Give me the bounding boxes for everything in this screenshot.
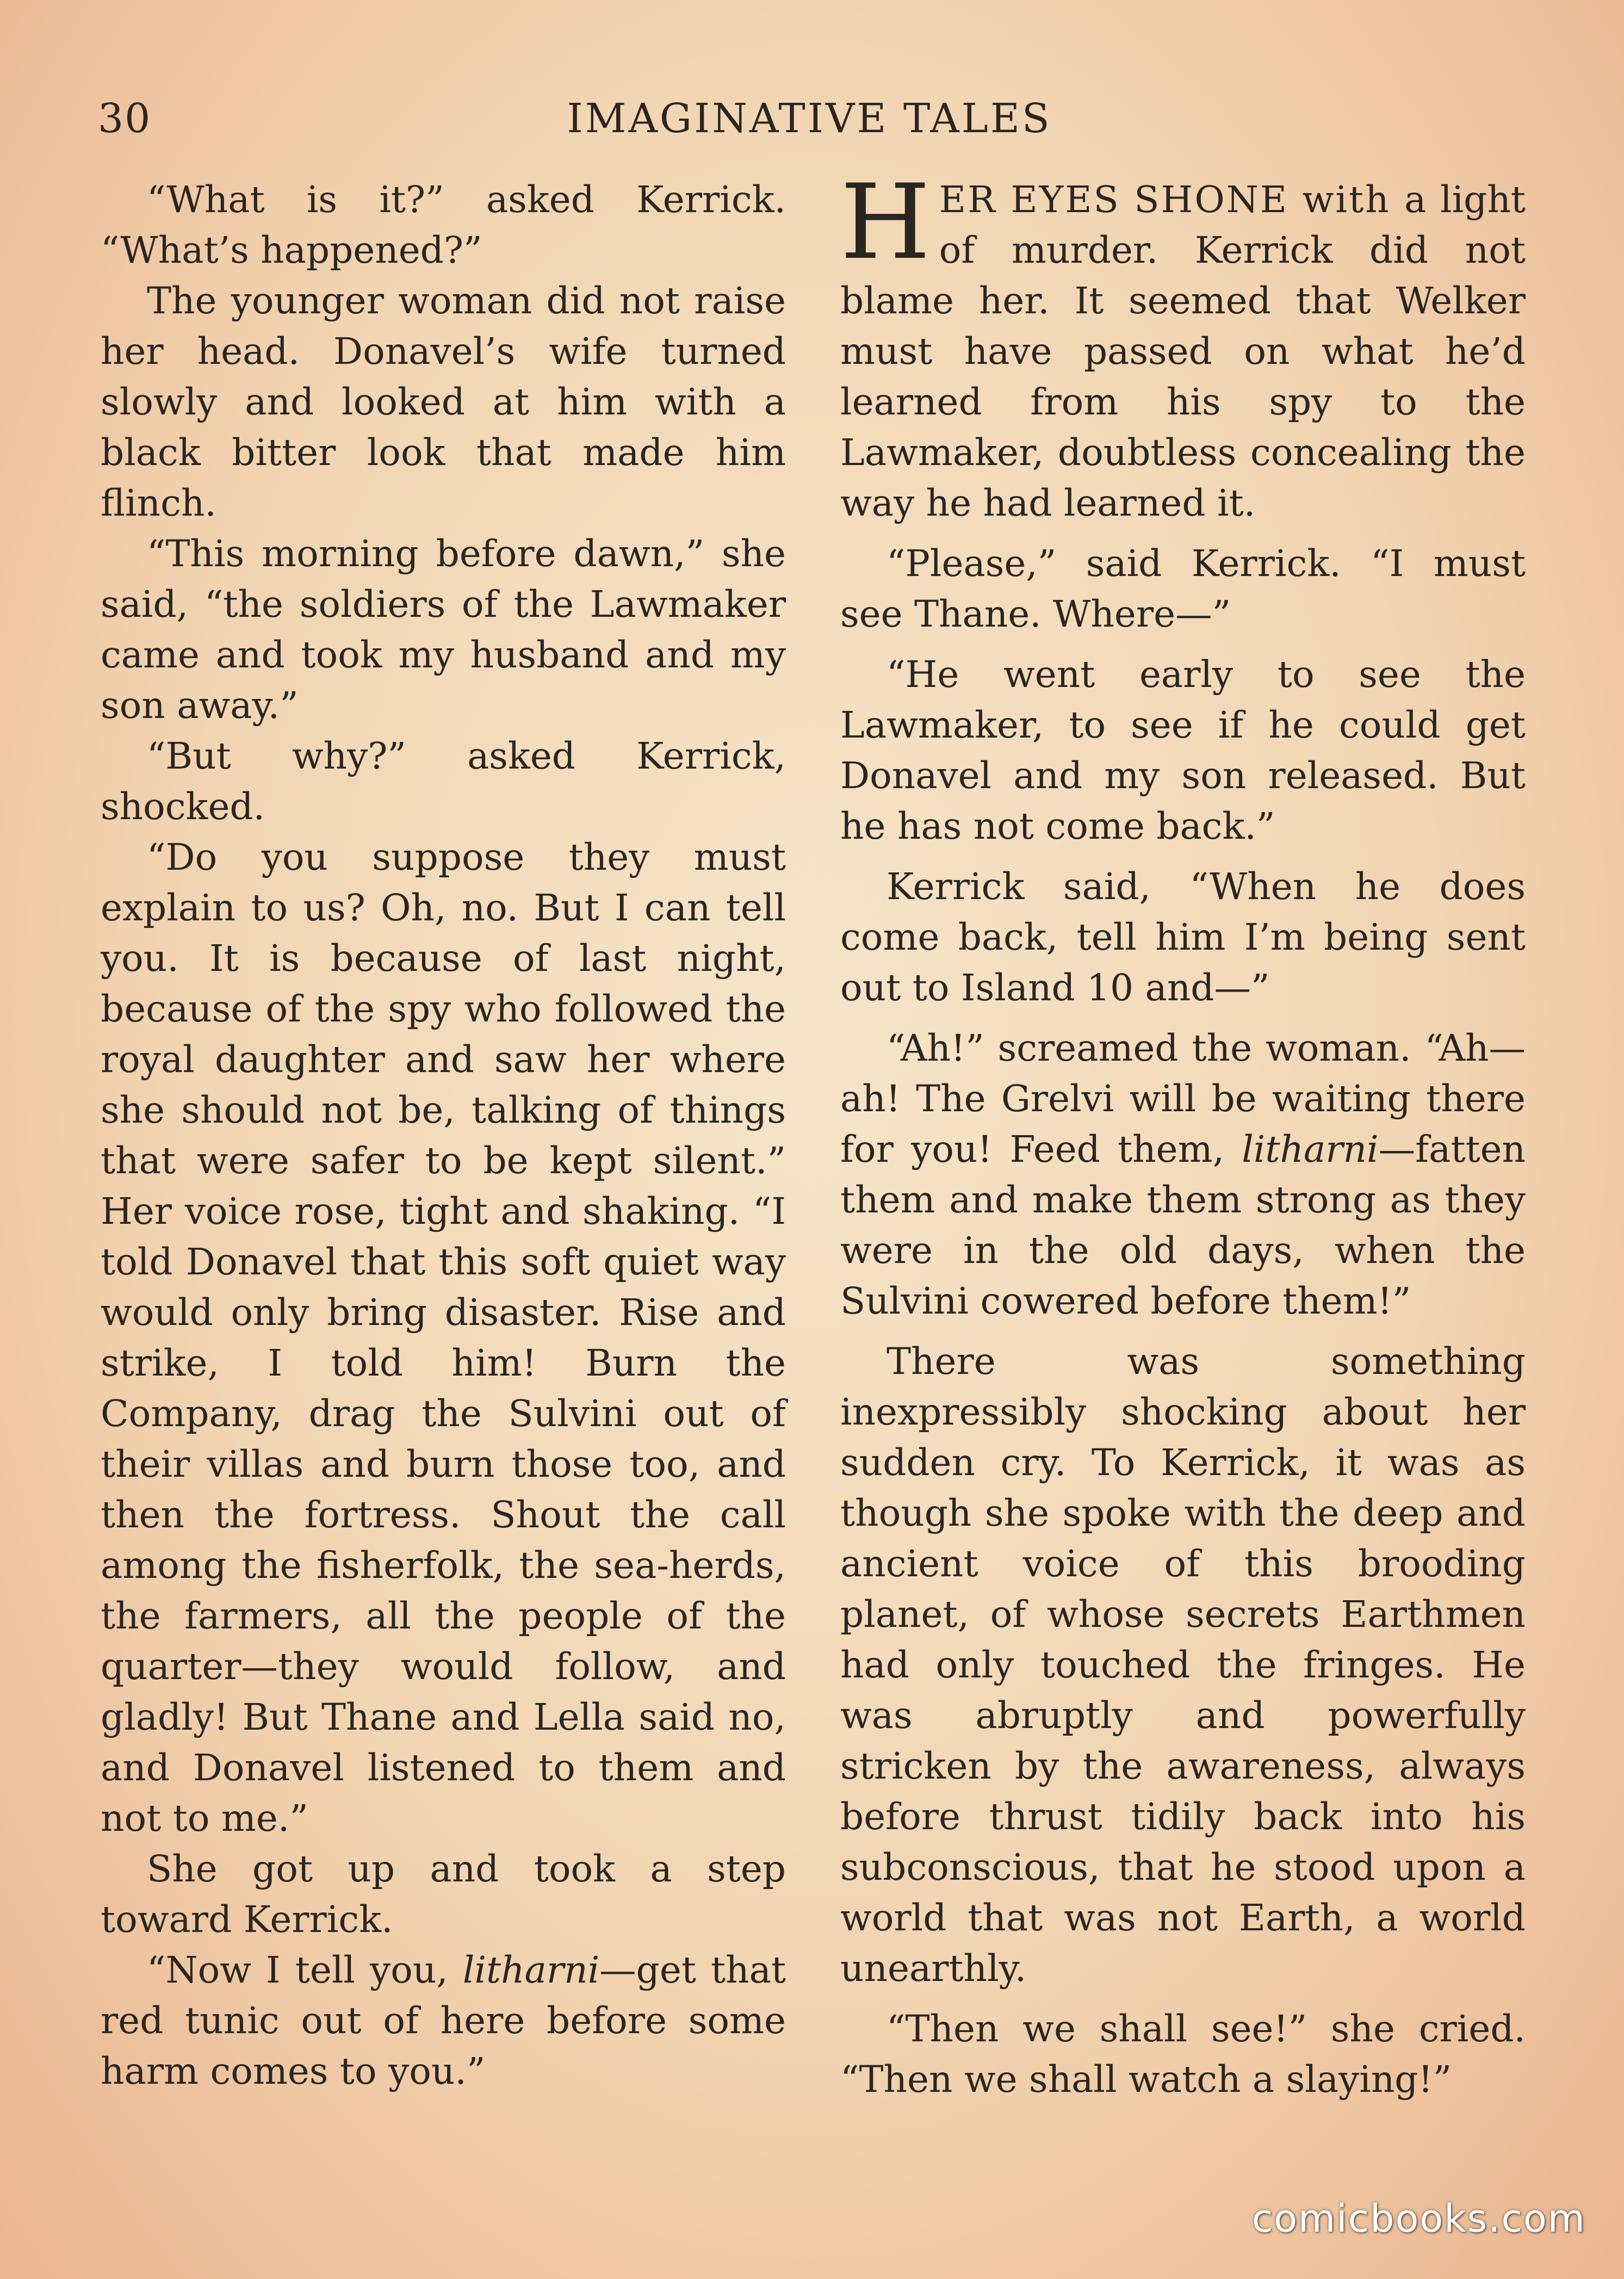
paragraph: “What is it?” asked Kerrick. “What’s happened?” — [101, 178, 786, 271]
text-segment: —get that red tunic out of here before some harm comes to you.” — [101, 1948, 786, 2092]
text-segment: “Now I tell you, — [147, 1948, 463, 1991]
left-column — [101, 174, 786, 2096]
paragraph: “Then we shall see!” she cried. “Then we shall watch a slaying!” — [840, 2007, 1526, 2101]
italic-word: litharni — [1242, 1128, 1379, 1171]
text-segment: “Ah!” screamed the woman. “Ah—ah! The Grelvi will be waiting there for you! Feed them, — [840, 1026, 1526, 1171]
text-segment: —fatten them and make them strong as they were in the old days, when the Sulvini cowered before them!” — [840, 1128, 1526, 1322]
paragraph — [101, 1944, 786, 2096]
paragraph: “Do you suppose they must explain to us? Oh, no. But I can tell you. It is because of last night, because of the spy who followed the royal daughter and saw her where she should not be, talking of things that were safer to be kept silent.” Her voice rose, tight and shaking. “I told Donavel that this soft quiet way would only bring disaster. Rise and strike, I told him! Burn the Company, drag the Sulvini out of their villas and burn those too, and then the fortress. Shout the call among the fisherfolk, the sea-herds, the farmers, all the people of the quarter—they would follow, and gladly! But Thane and Lella said no, and Donavel listened to them and not to me.” — [101, 835, 786, 1840]
paragraph: Kerrick said, “When he does come back, tell him I’m being sent out to Island 10 and—” — [840, 865, 1526, 1009]
right-column — [840, 162, 1526, 2114]
page-header — [98, 95, 1521, 155]
paragraph — [840, 1023, 1526, 1326]
paragraph: The younger woman did not raise her head. Donavel’s wife turned slowly and looked at him with a black bitter look that made him flinch. — [101, 279, 786, 524]
paragraph: “He went early to see the Lawmaker, to see if he could get Donavel and my son released. But he has not come back.” — [840, 653, 1526, 847]
text-segment: light of murder. Kerrick did not blame her. It seemed that Welker must have passed on what he’d learned from his spy to the Lawmaker, doubtless concealing the way he had learned it. — [840, 178, 1526, 524]
section-opening-paragraph — [840, 162, 1526, 528]
lead-in-text: ER EYES SHONE with a — [939, 178, 1428, 221]
paragraph: “This morning before dawn,” she said, “the soldiers of the Lawmaker came and took my husband and my son away.” — [101, 532, 786, 727]
paragraph: There was something inexpressibly shocking about her sudden cry. To Kerrick, it was as though she spoke with the deep and ancient voice of this brooding planet, of whose secrets Earthmen had only touched the fringes. He was abruptly and powerfully stricken by the awareness, always before thrust tidily back into his subconscious, that he stood upon a world that was not Earth, a world unearthly. — [840, 1340, 1526, 1990]
paragraph: “But why?” asked Kerrick, shocked. — [101, 734, 786, 828]
paragraph: She got up and took a step toward Kerrick. — [101, 1847, 786, 1941]
running-title: IMAGINATIVE TALES — [567, 95, 1052, 142]
italic-word: litharni — [462, 1948, 600, 1991]
page-number: 30 — [98, 95, 152, 142]
watermark: comicbooks.com — [1251, 2196, 1586, 2241]
paragraph: “Please,” said Kerrick. “I must see Thane. Where—” — [840, 542, 1526, 635]
drop-cap: H — [840, 162, 931, 282]
